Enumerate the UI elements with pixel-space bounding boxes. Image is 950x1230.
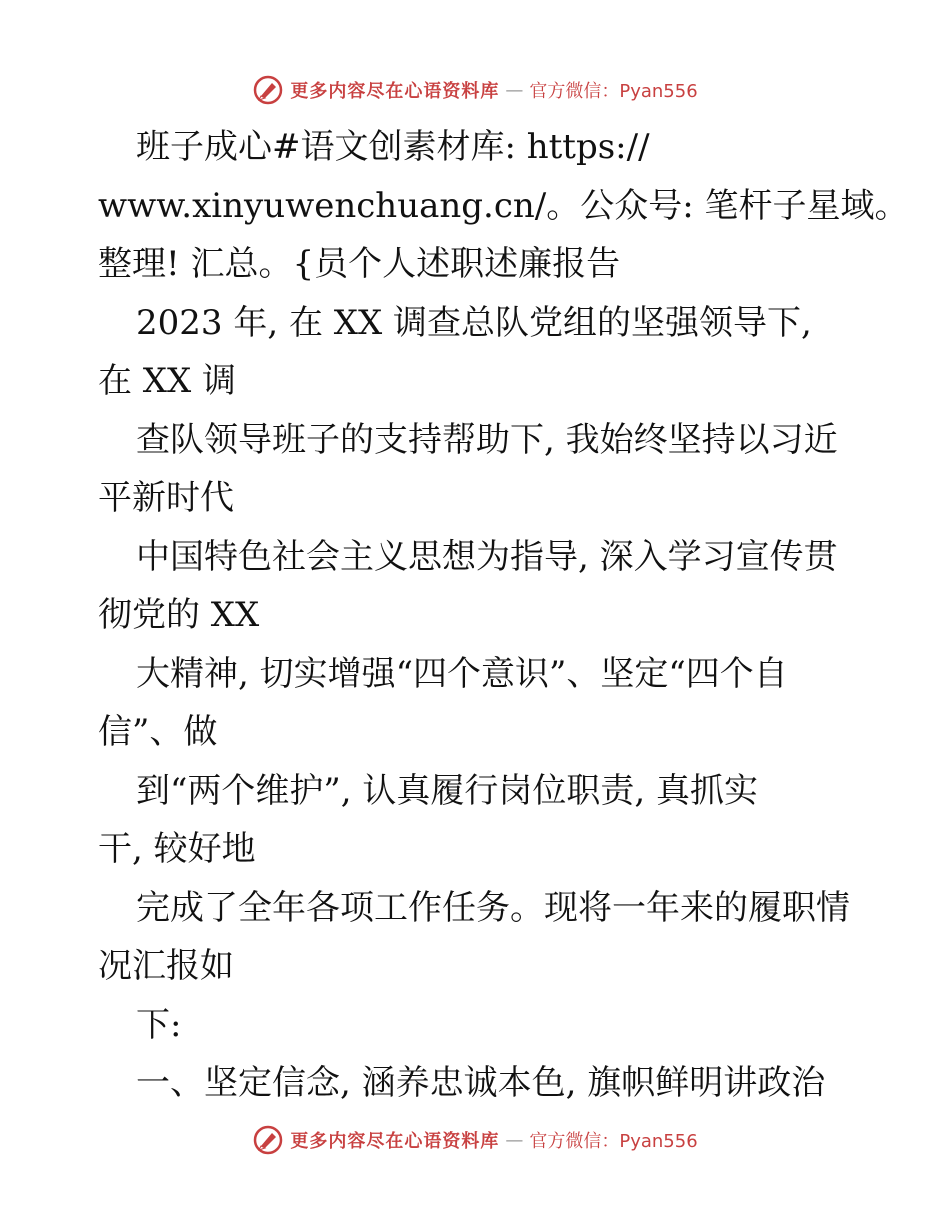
document-line: 整理! 汇总。{员个人述职述廉报告 (98, 244, 621, 284)
pen-logo-icon (252, 1124, 284, 1156)
page-footer-banner (0, 1120, 950, 1160)
document-line: 在 XX 调 (98, 361, 237, 401)
document-line: 中国特色社会主义思想为指导, 深入学习宣传贯 (136, 536, 838, 577)
document-line: 到“两个维护”, 认真履行岗位职责, 真抓实 (136, 770, 758, 811)
document-line: 查队领导班子的支持帮助下, 我始终坚持以习近 (136, 419, 838, 460)
footer-separator: — (505, 1129, 524, 1151)
document-line: 下: (136, 1004, 182, 1045)
footer-banner-text: 更多内容尽在心语资料库 (290, 1131, 500, 1152)
document-line: 大精神, 切实增强“四个意识”、坚定“四个自 (136, 653, 788, 694)
document-line: 一、坚定信念, 涵养忠诚本色, 旗帜鲜明讲政治 (136, 1063, 826, 1103)
document-line: 2023 年, 在 XX 调查总队党组的坚强领导下, (136, 302, 812, 343)
header-separator: — (505, 79, 524, 101)
document-line: 干, 较好地 (98, 829, 256, 869)
document-line: 完成了全年各项工作任务。现将一年来的履职情 (136, 887, 850, 928)
header-banner-text: 更多内容尽在心语资料库 (290, 81, 500, 102)
pen-logo-icon (252, 74, 284, 106)
footer-wechat-text: 官方微信：Pyan556 (529, 1131, 698, 1152)
page-header-banner (0, 70, 950, 110)
document-line: www.xinyuwenchuang.cn/。公众号: 笔杆子星域。 (98, 185, 909, 226)
document-line: 平新时代 (98, 478, 234, 518)
document-line: 彻党的 XX (98, 595, 260, 635)
document-line: 班子成心#语文创素材库: https:// (136, 127, 650, 167)
document-line: 信”、做 (98, 712, 218, 752)
header-wechat-text: 官方微信：Pyan556 (529, 81, 698, 102)
document-body (98, 118, 909, 1113)
document-line: 况汇报如 (98, 946, 234, 986)
